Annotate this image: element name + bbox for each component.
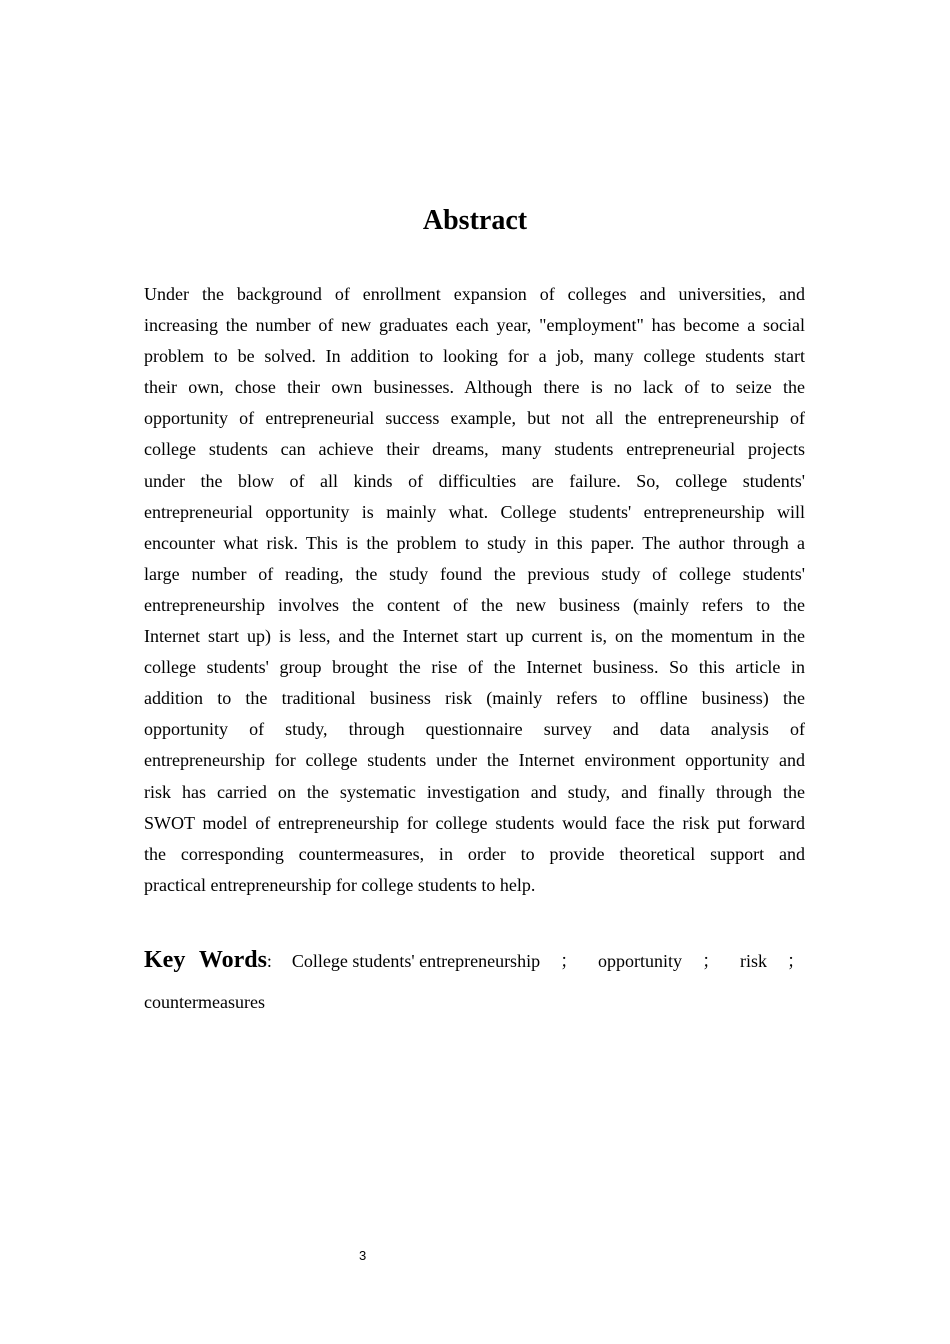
keyword-delimiter: ； (786, 951, 805, 971)
keyword-delimiter: ； (701, 951, 720, 971)
abstract-line: opportunity of study, through questionnaire survey and data analysis of (144, 719, 805, 740)
abstract-line: the corresponding countermeasures, in order to provide theoretical support and (144, 843, 805, 864)
abstract-line: opportunity of entrepreneurial success example, but not all the entrepreneurship of (144, 408, 805, 429)
abstract-line: encounter what risk. This is the problem to study in this paper. The author through a (144, 532, 805, 553)
keyword-item: risk (739, 951, 767, 971)
keyword-item: College students' entrepreneurship (291, 951, 541, 971)
abstract-line: risk has carried on the systematic investigation and study, and finally through the (144, 781, 805, 802)
abstract-line: their own, chose their own businesses. Although there is no lack of to seize the (144, 377, 805, 398)
abstract-body (144, 279, 805, 901)
keywords-separator: : (266, 951, 272, 971)
keyword-item: opportunity (598, 951, 683, 971)
abstract-line: entrepreneurship involves the content of the new business (mainly refers to the (144, 594, 805, 615)
abstract-line: Under the background of enrollment expansion of colleges and universities, and (144, 284, 805, 304)
keyword-item: countermeasures (144, 992, 265, 1012)
abstract-title: Abstract (422, 205, 528, 236)
abstract-line: addition to the traditional business risk (mainly refers to offline business) the (144, 688, 805, 709)
abstract-line: college students' group brought the rise of the Internet business. So this article in (144, 657, 805, 678)
abstract-line: under the blow of all kinds of difficulties are failure. So, college students' (144, 470, 805, 491)
page-number: 3 (359, 1248, 367, 1263)
abstract-line: increasing the number of new graduates each year, "employment" has become a social (144, 315, 805, 336)
abstract-line: practical entrepreneurship for college students to help. (144, 874, 536, 895)
keyword-delimiter: ； (560, 951, 579, 971)
abstract-line: SWOT model of entrepreneurship for college students would face the risk put forward (144, 812, 805, 833)
abstract-line: large number of reading, the study found the previous study of college students' (144, 563, 805, 584)
abstract-line: problem to be solved. In addition to looking for a job, many college students start (144, 346, 805, 367)
abstract-line: entrepreneurship for college students under the Internet environment opportunity and (144, 750, 805, 771)
keywords-label: Key Words (144, 947, 267, 973)
abstract-line: entrepreneurial opportunity is mainly what. College students' entrepreneurship will (144, 501, 805, 522)
abstract-line: college students can achieve their dreams, many students entrepreneurial projects (144, 439, 805, 460)
keywords-section (144, 940, 805, 1022)
abstract-line: Internet start up) is less, and the Internet start up current is, on the momentum in the (144, 626, 805, 647)
